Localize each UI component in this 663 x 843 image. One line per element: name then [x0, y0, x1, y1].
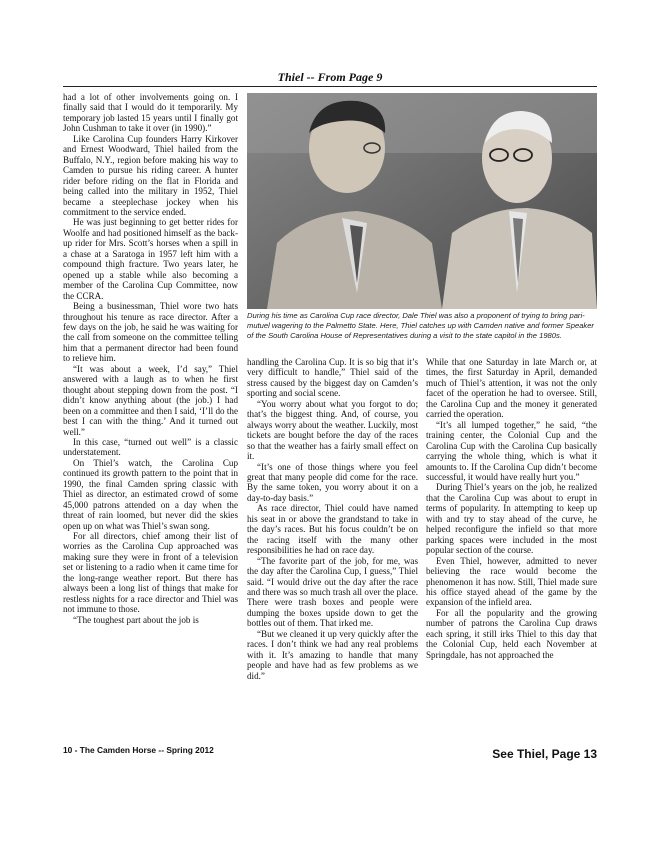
article-column-2 [247, 357, 418, 742]
article-paragraph: He was just beginning to get better rides for Woolfe and had positioned himself as the back-up rider for Mrs. Scott’s horses when a spill in a chase at a Saratoga in 1957 left him with a compound thigh fracture. Two years later, he opened up a stable while also becoming a member of the Carolina Cup Committee, now the CCRA. [63, 217, 238, 301]
article-paragraph: “The favorite part of the job, for me, was the day after the Carolina Cup, I guess,” Thiel said. “I would drive out the day after the race and there was so much trash all over the place. There were trash boxes and people were dumping the boxes upside down to get the bottles out of them. That irked me. [247, 555, 418, 629]
article-paragraph: had a lot of other involvements going on. I finally said that I would do it temporarily. My temporary job lasted 15 years until I finally got John Cushman to take it over (in 1990).” [63, 92, 238, 134]
photo-illustration [247, 93, 597, 309]
page-footer: 10 - The Camden Horse -- Spring 2012 [63, 745, 214, 755]
article-column-1 [63, 92, 238, 742]
article-paragraph: For all directors, chief among their list of worries as the Carolina Cup approached was making sure they were in front of a television set or listening to a radio when it came time for the long-range weather report. But there has always been a long list of things that make for restless nights for a race director and Thiel was not immune to those. [63, 531, 238, 615]
article-paragraph: In this case, “turned out well” is a classic understatement. [63, 436, 238, 458]
article-paragraph: “But we cleaned it up very quickly after the races. I don’t think we had any real problems with it. It’s amazing to handle that many people and have had as few problems as we did.” [247, 628, 418, 681]
article-paragraph: Like Carolina Cup founders Harry Kirkover and Ernest Woodward, Thiel hailed from the Buffalo, N.Y., region before making his way to Camden to pursue his riding career. A hunter rider before riding on the flat in Florida and being called into the military in 1952, Thiel became a steeplechase jockey when his commitment to the service ended. [63, 133, 238, 217]
article-paragraph: Even Thiel, however, admitted to never believing the race would become the phenomenon it has now. Still, Thiel made sure his office stayed ahead of the game by the expansion of the infield area. [426, 555, 597, 608]
article-paragraph: “It’s one of those things where you feel great that many people did come for the race. By the same token, you worry about it on a day-to-day basis.” [247, 461, 418, 503]
article-photo [247, 93, 597, 309]
article-paragraph: “It’s all lumped together,” he said, “the training center, the Colonial Cup and the Carolina Cup with the Carolina Cup basically carrying the whole thing, which is what it amounts to. If the Carolina Cup didn’t become successful, it would have really hurt you.” [426, 419, 597, 482]
article-paragraph: On Thiel’s watch, the Carolina Cup continued its growth pattern to the point that in 1990, the final Camden spring classic with Thiel as director, an estimated crowd of some 45,000 patrons attended on a day when the threat of rain loomed, but never did the skies open up on what was Thiel’s swan song. [63, 457, 238, 531]
article-paragraph: Being a businessman, Thiel wore two hats throughout his tenure as race director. After a few days on the job, he said he was waiting for the call from someone on the committee telling him that a permanent director had been found to relieve him. [63, 301, 238, 364]
continuation-header: Thiel -- From Page 9 [277, 70, 383, 84]
article-paragraph: While that one Saturday in late March or, at times, the first Saturday in April, demanded much of Thiel’s attention, it was not the only facet of the operation he had to oversee. Still, the Carolina Cup and the money it generated carried the operation. [426, 357, 597, 420]
article-paragraph: handling the Carolina Cup. It is so big that it’s very difficult to handle,” Thiel said of the stress caused by the biggest day on Camden’s sporting and social scene. [247, 357, 418, 399]
jump-line: See Thiel, Page 13 [492, 747, 597, 761]
article-paragraph: “It was about a week, I’d say,” Thiel answered with a laugh as to when he first thought about stepping down from the post. “I didn’t know anything about (the job.) I had been on a committee and then I said, ‘I’ll do the best I can with the thing.’ And it turned out well.” [63, 363, 238, 437]
photo-caption: During his time as Carolina Cup race director, Dale Thiel was also a proponent of trying to bring pari-mutuel wagering to the Palmetto State. Here, Thiel catches up with Camden native and former Speaker of the South Carolina House of Representatives during a visit to the state capitol in the 1980s. [247, 311, 594, 340]
article-paragraph: During Thiel’s years on the job, he realized that the Carolina Cup was about to erupt in terms of popularity. In attempting to keep up with and try to stay ahead of the curve, he helped reconfigure the infield so that more parking spaces were included in the most popular section of the course. [426, 482, 597, 556]
article-column-3 [426, 357, 597, 697]
article-paragraph: “You worry about what you forgot to do; that’s the biggest thing. And, of course, you always worry about the weather. Luckily, most tickets are bought before the day of the races so that the weather has a fairly small effect on it. [247, 398, 418, 462]
article-paragraph: For all the popularity and the growing number of patrons the Carolina Cup draws each spring, it still irks Thiel to this day that the Colonial Cup, held each November at Springdale, has not approached the [426, 607, 597, 660]
article-paragraph: As race director, Thiel could have named his seat in or above the grandstand to take in the day’s races. But his focus couldn’t be on the racing itself with the many other responsibilities he had on race day. [247, 503, 418, 556]
header-rule [63, 86, 597, 87]
article-paragraph: “The toughest part about the job is [73, 614, 199, 625]
